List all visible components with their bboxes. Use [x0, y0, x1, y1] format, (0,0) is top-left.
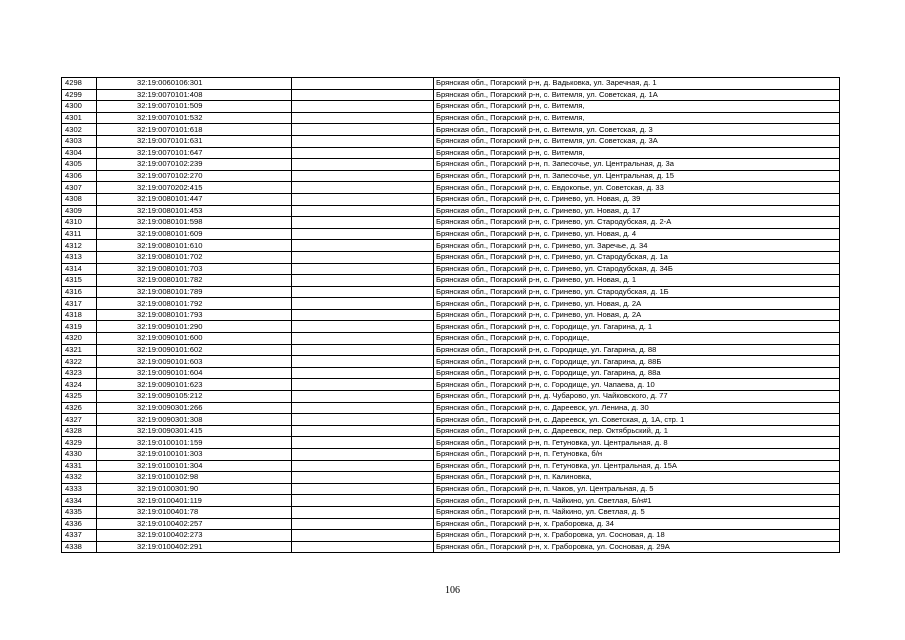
row-number-cell: 4335	[62, 506, 97, 518]
address-cell: Брянская обл., Погарский р-н, с. Гринево, ул. Новая, д. 17	[434, 205, 840, 217]
cadastral-number-cell: 32:19:0100402:291	[97, 541, 292, 553]
table-row	[62, 437, 840, 449]
address-cell: Брянская обл., Погарский р-н, с. Городище, ул. Гагарина, д. 1	[434, 321, 840, 333]
table-row	[62, 460, 840, 472]
address-cell: Брянская обл., Погарский р-н, с. Гринево, ул. Стародубская, д. 1Б	[434, 286, 840, 298]
cadastral-number-cell: 32:19:0060106:301	[97, 78, 292, 90]
address-cell: Брянская обл., Погарский р-н, с. Витемля, ул. Советская, д. 1А	[434, 89, 840, 101]
row-number-cell: 4309	[62, 205, 97, 217]
address-cell: Брянская обл., Погарский р-н, п. Гетуновка, ул. Центральная, д. 8	[434, 437, 840, 449]
table-row	[62, 483, 840, 495]
table-row	[62, 356, 840, 368]
row-number-cell: 4323	[62, 367, 97, 379]
table-row	[62, 425, 840, 437]
table-row	[62, 112, 840, 124]
cadastral-number-cell: 32:19:0100102:98	[97, 472, 292, 484]
address-cell: Брянская обл., Погарский р-н, с. Гринево, ул. Новая, д. 2А	[434, 298, 840, 310]
cadastral-number-cell: 32:19:0090301:308	[97, 414, 292, 426]
address-cell: Брянская обл., Погарский р-н, с. Городище, ул. Гагарина, д. 88	[434, 344, 840, 356]
cadastral-number-cell: 32:19:0080101:782	[97, 275, 292, 287]
address-cell: Брянская обл., Погарский р-н, с. Витемля,	[434, 112, 840, 124]
cadastral-number-cell: 32:19:0080101:789	[97, 286, 292, 298]
row-number-cell: 4308	[62, 193, 97, 205]
cadastral-number-cell: 32:19:0080101:609	[97, 228, 292, 240]
empty-cell	[292, 159, 434, 171]
row-number-cell: 4312	[62, 240, 97, 252]
property-table	[61, 77, 840, 553]
table-row	[62, 170, 840, 182]
address-cell: Брянская обл., Погарский р-н, с. Гринево, ул. Заречье, д. 34	[434, 240, 840, 252]
row-number-cell: 4307	[62, 182, 97, 194]
cadastral-number-cell: 32:19:0070101:631	[97, 135, 292, 147]
address-cell: Брянская обл., Погарский р-н, х. Граборовка, д. 34	[434, 518, 840, 530]
row-number-cell: 4326	[62, 402, 97, 414]
table-row	[62, 228, 840, 240]
row-number-cell: 4310	[62, 217, 97, 229]
table-row	[62, 193, 840, 205]
row-number-cell: 4319	[62, 321, 97, 333]
row-number-cell: 4305	[62, 159, 97, 171]
row-number-cell: 4315	[62, 275, 97, 287]
table-row	[62, 240, 840, 252]
cadastral-number-cell: 32:19:0070101:647	[97, 147, 292, 159]
address-cell: Брянская обл., Погарский р-н, п. Калиновка,	[434, 472, 840, 484]
row-number-cell: 4303	[62, 135, 97, 147]
cadastral-number-cell: 32:19:0090101:602	[97, 344, 292, 356]
empty-cell	[292, 240, 434, 252]
table-row	[62, 78, 840, 90]
empty-cell	[292, 367, 434, 379]
address-cell: Брянская обл., Погарский р-н, п. Чайкино, ул. Светлая, д. 5	[434, 506, 840, 518]
row-number-cell: 4338	[62, 541, 97, 553]
empty-cell	[292, 205, 434, 217]
cadastral-number-cell: 32:19:0080101:703	[97, 263, 292, 275]
empty-cell	[292, 356, 434, 368]
table-row	[62, 495, 840, 507]
address-cell: Брянская обл., Погарский р-н, с. Дареевск, ул. Ленина, д. 30	[434, 402, 840, 414]
table-row	[62, 182, 840, 194]
empty-cell	[292, 309, 434, 321]
table-row	[62, 530, 840, 542]
empty-cell	[292, 228, 434, 240]
cadastral-number-cell: 32:19:0090301:415	[97, 425, 292, 437]
row-number-cell: 4304	[62, 147, 97, 159]
cadastral-number-cell: 32:19:0080101:610	[97, 240, 292, 252]
empty-cell	[292, 321, 434, 333]
empty-cell	[292, 124, 434, 136]
address-cell: Брянская обл., Погарский р-н, х. Граборовка, ул. Сосновая, д. 18	[434, 530, 840, 542]
empty-cell	[292, 286, 434, 298]
table-row	[62, 518, 840, 530]
property-table-body	[62, 78, 840, 553]
row-number-cell: 4337	[62, 530, 97, 542]
cadastral-number-cell: 32:19:0080101:702	[97, 251, 292, 263]
row-number-cell: 4311	[62, 228, 97, 240]
address-cell: Брянская обл., Погарский р-н, с. Гринево, ул. Новая, д. 2А	[434, 309, 840, 321]
table-row	[62, 286, 840, 298]
empty-cell	[292, 333, 434, 345]
table-row	[62, 124, 840, 136]
address-cell: Брянская обл., Погарский р-н, п. Чайкино, ул. Светлая, Б/н#1	[434, 495, 840, 507]
table-row	[62, 147, 840, 159]
cadastral-number-cell: 32:19:0080101:792	[97, 298, 292, 310]
empty-cell	[292, 89, 434, 101]
row-number-cell: 4300	[62, 101, 97, 113]
empty-cell	[292, 449, 434, 461]
table-row	[62, 205, 840, 217]
address-cell: Брянская обл., Погарский р-н, с. Витемля,	[434, 147, 840, 159]
empty-cell	[292, 182, 434, 194]
empty-cell	[292, 298, 434, 310]
row-number-cell: 4314	[62, 263, 97, 275]
row-number-cell: 4299	[62, 89, 97, 101]
row-number-cell: 4331	[62, 460, 97, 472]
cadastral-number-cell: 32:19:0100301:90	[97, 483, 292, 495]
row-number-cell: 4330	[62, 449, 97, 461]
cadastral-number-cell: 32:19:0070101:618	[97, 124, 292, 136]
address-cell: Брянская обл., Погарский р-н, с. Гринево, ул. Стародубская, д. 1а	[434, 251, 840, 263]
row-number-cell: 4298	[62, 78, 97, 90]
cadastral-number-cell: 32:19:0090101:290	[97, 321, 292, 333]
table-row	[62, 391, 840, 403]
cadastral-number-cell: 32:19:0100402:273	[97, 530, 292, 542]
row-number-cell: 4317	[62, 298, 97, 310]
address-cell: Брянская обл., Погарский р-н, п. Запесочье, ул. Центральная, д. 15	[434, 170, 840, 182]
row-number-cell: 4333	[62, 483, 97, 495]
table-row	[62, 275, 840, 287]
row-number-cell: 4320	[62, 333, 97, 345]
cadastral-number-cell: 32:19:0080101:598	[97, 217, 292, 229]
cadastral-number-cell: 32:19:0100401:78	[97, 506, 292, 518]
address-cell: Брянская обл., Погарский р-н, с. Витемля, ул. Советская, д. 3А	[434, 135, 840, 147]
address-cell: Брянская обл., Погарский р-н, с. Гринево, ул. Новая, д. 1	[434, 275, 840, 287]
address-cell: Брянская обл., Погарский р-н, с. Городище, ул. Гагарина, д. 88а	[434, 367, 840, 379]
table-row	[62, 333, 840, 345]
table-row	[62, 135, 840, 147]
empty-cell	[292, 170, 434, 182]
page-number: 106	[445, 585, 460, 596]
empty-cell	[292, 135, 434, 147]
address-cell: Брянская обл., Погарский р-н, д. Вадьковка, ул. Заречная, д. 1	[434, 78, 840, 90]
row-number-cell: 4329	[62, 437, 97, 449]
table-row	[62, 541, 840, 553]
table-row	[62, 379, 840, 391]
address-cell: Брянская обл., Погарский р-н, с. Гринево, ул. Стародубская, д. 2-А	[434, 217, 840, 229]
table-row	[62, 506, 840, 518]
row-number-cell: 4321	[62, 344, 97, 356]
row-number-cell: 4327	[62, 414, 97, 426]
address-cell: Брянская обл., Погарский р-н, с. Гринево, ул. Новая, д. 4	[434, 228, 840, 240]
cadastral-number-cell: 32:19:0080101:447	[97, 193, 292, 205]
cadastral-number-cell: 32:19:0100101:303	[97, 449, 292, 461]
address-cell: Брянская обл., Погарский р-н, п. Гетуновка, ул. Центральная, д. 15А	[434, 460, 840, 472]
address-cell: Брянская обл., Погарский р-н, с. Гринево, ул. Новая, д. 39	[434, 193, 840, 205]
empty-cell	[292, 414, 434, 426]
table-row	[62, 449, 840, 461]
address-cell: Брянская обл., Погарский р-н, с. Витемля,	[434, 101, 840, 113]
empty-cell	[292, 275, 434, 287]
row-number-cell: 4302	[62, 124, 97, 136]
cadastral-number-cell: 32:19:0090101:604	[97, 367, 292, 379]
address-cell: Брянская обл., Погарский р-н, п. Чаков, ул. Центральная, д. 5	[434, 483, 840, 495]
table-row	[62, 89, 840, 101]
table-row	[62, 101, 840, 113]
address-cell: Брянская обл., Погарский р-н, с. Евдокопье, ул. Советская, д. 33	[434, 182, 840, 194]
address-cell: Брянская обл., Погарский р-н, с. Городище, ул. Чапаева, д. 10	[434, 379, 840, 391]
empty-cell	[292, 263, 434, 275]
cadastral-number-cell: 32:19:0100402:257	[97, 518, 292, 530]
row-number-cell: 4325	[62, 391, 97, 403]
cadastral-number-cell: 32:19:0100101:159	[97, 437, 292, 449]
row-number-cell: 4334	[62, 495, 97, 507]
empty-cell	[292, 506, 434, 518]
table-row	[62, 298, 840, 310]
empty-cell	[292, 437, 434, 449]
row-number-cell: 4316	[62, 286, 97, 298]
empty-cell	[292, 391, 434, 403]
row-number-cell: 4328	[62, 425, 97, 437]
empty-cell	[292, 344, 434, 356]
cadastral-number-cell: 32:19:0090101:603	[97, 356, 292, 368]
cadastral-number-cell: 32:19:0070101:408	[97, 89, 292, 101]
table-row	[62, 414, 840, 426]
cadastral-number-cell: 32:19:0090301:266	[97, 402, 292, 414]
table-row	[62, 402, 840, 414]
table-row	[62, 217, 840, 229]
cadastral-number-cell: 32:19:0100401:119	[97, 495, 292, 507]
cadastral-number-cell: 32:19:0090101:623	[97, 379, 292, 391]
cadastral-number-cell: 32:19:0070101:532	[97, 112, 292, 124]
empty-cell	[292, 217, 434, 229]
address-cell: Брянская обл., Погарский р-н, с. Дареевск, ул. Советская, д. 1А, стр. 1	[434, 414, 840, 426]
empty-cell	[292, 101, 434, 113]
address-cell: Брянская обл., Погарский р-н, с. Гринево, ул. Стародубская, д. 34Б	[434, 263, 840, 275]
empty-cell	[292, 193, 434, 205]
cadastral-number-cell: 32:19:0070101:509	[97, 101, 292, 113]
cadastral-number-cell: 32:19:0090101:600	[97, 333, 292, 345]
row-number-cell: 4301	[62, 112, 97, 124]
empty-cell	[292, 78, 434, 90]
cadastral-number-cell: 32:19:0070102:239	[97, 159, 292, 171]
empty-cell	[292, 530, 434, 542]
address-cell: Брянская обл., Погарский р-н, с. Витемля, ул. Советская, д. 3	[434, 124, 840, 136]
table-row	[62, 321, 840, 333]
cadastral-number-cell: 32:19:0080101:793	[97, 309, 292, 321]
table-row	[62, 251, 840, 263]
empty-cell	[292, 472, 434, 484]
table-row	[62, 472, 840, 484]
table-row	[62, 263, 840, 275]
empty-cell	[292, 460, 434, 472]
table-row	[62, 159, 840, 171]
empty-cell	[292, 483, 434, 495]
empty-cell	[292, 379, 434, 391]
row-number-cell: 4332	[62, 472, 97, 484]
cadastral-number-cell: 32:19:0070102:270	[97, 170, 292, 182]
row-number-cell: 4324	[62, 379, 97, 391]
empty-cell	[292, 425, 434, 437]
row-number-cell: 4322	[62, 356, 97, 368]
empty-cell	[292, 402, 434, 414]
cadastral-number-cell: 32:19:0070202:415	[97, 182, 292, 194]
address-cell: Брянская обл., Погарский р-н, д. Чубарово, ул. Чайковского, д. 77	[434, 391, 840, 403]
empty-cell	[292, 147, 434, 159]
empty-cell	[292, 251, 434, 263]
row-number-cell: 4336	[62, 518, 97, 530]
row-number-cell: 4306	[62, 170, 97, 182]
cadastral-number-cell: 32:19:0090105:212	[97, 391, 292, 403]
cadastral-number-cell: 32:19:0080101:453	[97, 205, 292, 217]
address-cell: Брянская обл., Погарский р-н, п. Запесочье, ул. Центральная, д. 3а	[434, 159, 840, 171]
row-number-cell: 4318	[62, 309, 97, 321]
address-cell: Брянская обл., Погарский р-н, х. Граборовка, ул. Сосновая, д. 29А	[434, 541, 840, 553]
cadastral-number-cell: 32:19:0100101:304	[97, 460, 292, 472]
address-cell: Брянская обл., Погарский р-н, с. Городище,	[434, 333, 840, 345]
address-cell: Брянская обл., Погарский р-н, п. Гетуновка, б/н	[434, 449, 840, 461]
empty-cell	[292, 518, 434, 530]
empty-cell	[292, 112, 434, 124]
address-cell: Брянская обл., Погарский р-н, с. Дареевск, пер. Октябрьский, д. 1	[434, 425, 840, 437]
empty-cell	[292, 541, 434, 553]
table-row	[62, 309, 840, 321]
empty-cell	[292, 495, 434, 507]
address-cell: Брянская обл., Погарский р-н, с. Городище, ул. Гагарина, д. 88Б	[434, 356, 840, 368]
row-number-cell: 4313	[62, 251, 97, 263]
table-row	[62, 344, 840, 356]
table-row	[62, 367, 840, 379]
